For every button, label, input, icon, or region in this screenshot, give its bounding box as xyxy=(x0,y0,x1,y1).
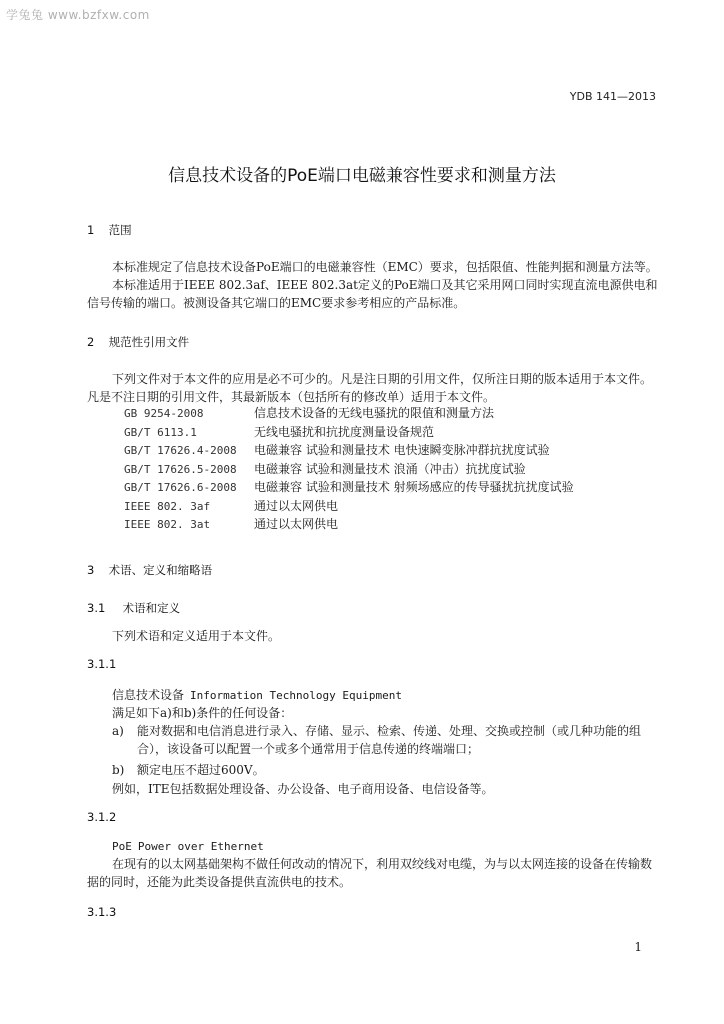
section-3-heading xyxy=(87,562,212,578)
term-en: Information Technology Equipment xyxy=(190,689,402,702)
references-list xyxy=(124,404,574,534)
term-3-1-1-number: 3.1.1 xyxy=(87,657,117,671)
scope-paragraph-2 xyxy=(87,277,659,312)
list-item-a xyxy=(112,722,660,758)
reference-title: 电磁兼容 试验和测量技术 浪涌（冲击）抗扰度试验 xyxy=(254,461,526,476)
paragraph-text: 本标准规定了信息技术设备PoE端口的电磁兼容性（EMC）要求，包括限值、性能判据和测量方法等。 xyxy=(112,260,658,274)
section-number: 1 xyxy=(87,223,95,237)
scope-paragraph-1 xyxy=(87,259,659,277)
term-3-1-2-definition xyxy=(87,856,659,891)
reference-row xyxy=(124,460,574,479)
reference-title: 通过以太网供电 xyxy=(254,498,339,513)
section-title: 术语、定义和缩略语 xyxy=(108,563,213,577)
reference-row xyxy=(124,404,574,423)
section-3-1-heading xyxy=(87,600,180,616)
reference-row xyxy=(124,441,574,460)
list-item-b xyxy=(112,761,660,779)
list-label: b) xyxy=(112,763,125,777)
reference-code: GB/T 17626.4-2008 xyxy=(124,444,237,457)
reference-row xyxy=(124,478,574,497)
section-title: 范围 xyxy=(108,223,132,237)
term-3-1-1-example: 例如，ITE包括数据处理设备、办公设备、电子商用设备、电信设备等。 xyxy=(112,782,494,796)
term-zh: 信息技术设备 xyxy=(112,688,185,702)
list-text: 额定电压不超过600V。 xyxy=(137,763,265,777)
reference-code: GB 9254-2008 xyxy=(124,407,204,420)
reference-code: IEEE 802. 3af xyxy=(124,499,211,513)
reference-title: 信息技术设备的无线电骚扰的限值和测量方法 xyxy=(254,406,495,420)
watermark: 学兔兔 www.bzfxw.com xyxy=(6,8,150,22)
references-intro xyxy=(87,371,659,406)
list-label: a) xyxy=(112,724,124,738)
paragraph-text: 本标准适用于IEEE 802.3af、IEEE 802.3at定义的PoE端口及其它采用网口同时实现直流电源供电和信号传输的端口。被测设备其它端口的EMC要求参考相应的产品标准。 xyxy=(87,278,658,310)
section-number: 2 xyxy=(87,335,95,349)
list-text: 能对数据和电信消息进行录入、存储、显示、检索、传递、处理、交换或控制（或几种功能的组合），该设备可以配置一个或多个通常用于信息传递的终端端口； xyxy=(137,724,642,756)
term-3-1-1-lead: 满足如下a)和b)条件的任何设备： xyxy=(112,706,293,720)
reference-code: GB/T 17626.6-2008 xyxy=(124,481,237,494)
document-title: 信息技术设备的PoE端口电磁兼容性要求和测量方法 xyxy=(168,166,556,186)
term-abbrev: PoE xyxy=(112,840,132,853)
terms-intro: 下列术语和定义适用于本文件。 xyxy=(112,629,281,643)
page-number: 1 xyxy=(634,940,642,954)
term-3-1-3-number: 3.1.3 xyxy=(87,905,117,919)
standard-number: YDB 141—2013 xyxy=(569,90,656,103)
section-title: 术语和定义 xyxy=(122,601,181,615)
paragraph-text: 在现有的以太网基础架构不做任何改动的情况下，利用双绞线对电缆，为与以太网连接的设备在传输数据的同时，还能为此类设备提供直流供电的技术。 xyxy=(87,857,653,889)
reference-code: GB/T 6113.1 xyxy=(124,425,197,439)
section-2-heading xyxy=(87,334,189,350)
section-number: 3.1 xyxy=(87,601,106,615)
term-3-1-1 xyxy=(112,686,402,703)
reference-code: GB/T 17626.5-2008 xyxy=(124,462,237,476)
reference-row xyxy=(124,515,574,534)
reference-row xyxy=(124,497,574,516)
reference-title: 电磁兼容 试验和测量技术 电快速瞬变脉冲群抗扰度试验 xyxy=(254,443,550,457)
section-1-heading xyxy=(87,222,132,238)
paragraph-text: 下列文件对于本文件的应用是必不可少的。凡是注日期的引用文件，仅所注日期的版本适用于本文件。凡是不注日期的引用文件，其最新版本（包括所有的修改单）适用于本文件。 xyxy=(87,372,653,404)
reference-title: 电磁兼容 试验和测量技术 射频场感应的传导骚扰抗扰度试验 xyxy=(254,480,574,494)
section-title: 规范性引用文件 xyxy=(108,335,190,349)
section-number: 3 xyxy=(87,563,95,577)
reference-row xyxy=(124,423,574,442)
reference-code: IEEE 802. 3at xyxy=(124,518,211,531)
reference-title: 无线电骚扰和抗扰度测量设备规范 xyxy=(254,424,435,439)
term-en: Power over Ethernet xyxy=(137,840,264,853)
reference-title: 通过以太网供电 xyxy=(254,517,339,531)
term-3-1-2-number: 3.1.2 xyxy=(87,810,117,824)
term-3-1-2 xyxy=(112,839,264,853)
